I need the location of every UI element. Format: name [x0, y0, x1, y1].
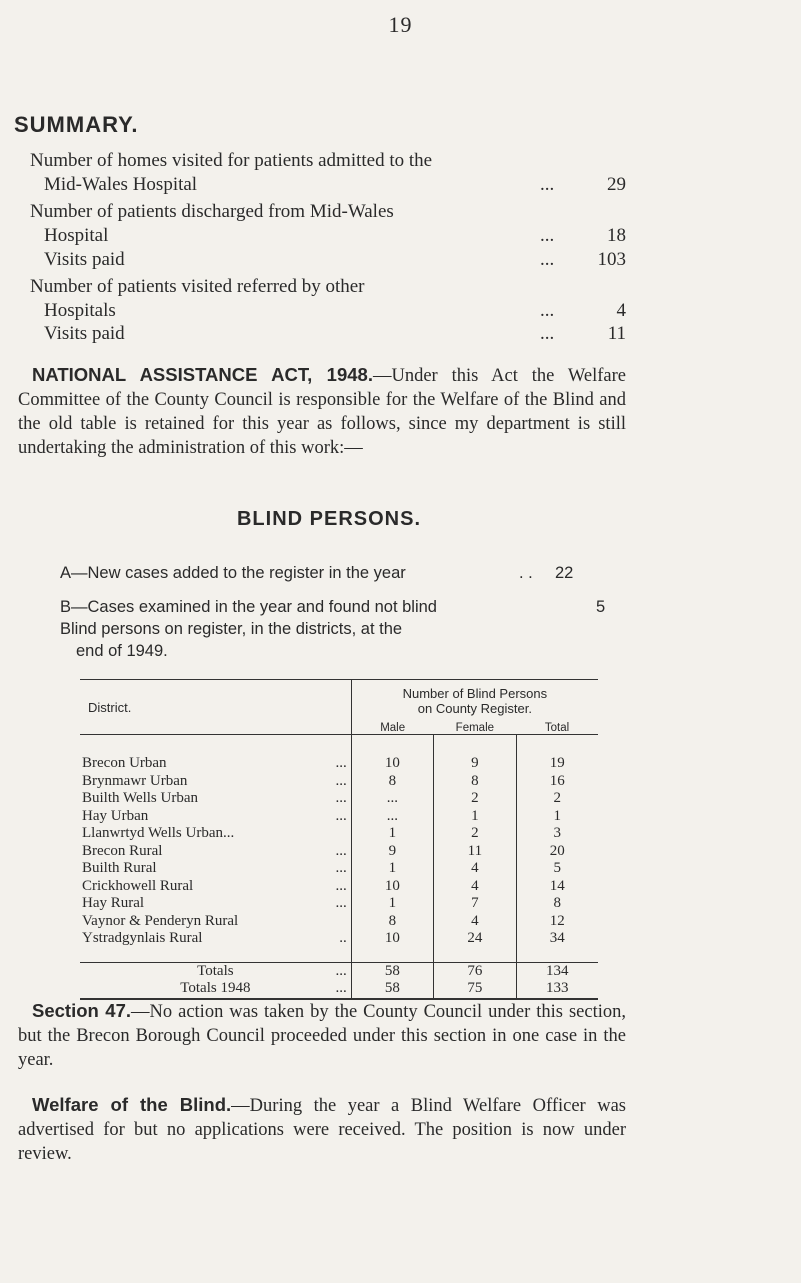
- blind-persons-table: [80, 679, 598, 1000]
- totals-label: Totals 1948: [180, 980, 251, 997]
- male-cell: 10: [351, 930, 433, 948]
- district-name: Ystradgynlais Rural: [82, 930, 203, 947]
- grand-total-cell: 134: [516, 962, 598, 980]
- table-row: [80, 913, 598, 931]
- leader-dots: ...: [335, 772, 347, 789]
- total-cell: 12: [516, 913, 598, 931]
- leader-dots: ...: [335, 980, 347, 997]
- leader-dots: ...: [335, 860, 347, 877]
- female-cell: 7: [434, 895, 517, 913]
- total-cell: 19: [516, 755, 598, 773]
- line-b-label: B—Cases examined in the year and found not blind: [60, 598, 437, 616]
- leader-dots: ...: [540, 249, 555, 270]
- district-cell: [80, 825, 351, 843]
- table-row: [80, 843, 598, 861]
- female-cell: 4: [434, 878, 517, 896]
- total-cell: 2: [516, 790, 598, 808]
- male-header: Male: [351, 716, 433, 735]
- district-cell: [80, 755, 351, 773]
- district-cell: [80, 843, 351, 861]
- district-name: Vaynor & Penderyn Rural: [82, 912, 239, 929]
- section47-heading: Section 47.: [32, 1000, 132, 1021]
- summary-item: [30, 248, 626, 272]
- line-b-value: 5: [596, 598, 606, 616]
- summary-item-label: Visits paid: [44, 249, 125, 270]
- table-row: [80, 790, 598, 808]
- leader-dots: ...: [540, 225, 555, 246]
- line-c-label: Blind persons on register, in the districts, at the: [60, 620, 403, 638]
- male-cell: 9: [351, 843, 433, 861]
- grand-total-cell: 133: [516, 980, 598, 999]
- district-cell: [80, 773, 351, 791]
- total-cell: 8: [516, 895, 598, 913]
- female-cell: 1: [434, 808, 517, 826]
- totals-label-cell: [80, 980, 351, 999]
- summary-item-label: Hospitals: [44, 300, 116, 321]
- section47-text: —No action was taken by the County Council under this section, but the Brecon Borough Council proceeded under this section in one case in the year.: [18, 1002, 626, 1070]
- male-total-cell: 58: [351, 962, 433, 980]
- totals-label: Totals: [197, 962, 234, 979]
- summary-item-label: Number of patients discharged from Mid-Wales: [30, 201, 394, 222]
- female-cell: 4: [434, 913, 517, 931]
- district-name: Crickhowell Rural: [82, 877, 194, 894]
- total-cell: 34: [516, 930, 598, 948]
- summary-title: SUMMARY.: [14, 112, 139, 137]
- male-cell: ...: [351, 790, 433, 808]
- female-cell: 24: [434, 930, 517, 948]
- section47-paragraph: [18, 999, 626, 1072]
- female-cell: 2: [434, 790, 517, 808]
- female-total-cell: 75: [434, 980, 517, 999]
- totals-row: [80, 962, 598, 980]
- male-total-cell: 58: [351, 980, 433, 999]
- total-cell: 14: [516, 878, 598, 896]
- male-cell: 10: [351, 878, 433, 896]
- leader-dots: ...: [335, 877, 347, 894]
- page-number: 19: [388, 12, 413, 37]
- male-cell: 8: [351, 913, 433, 931]
- table-row: [80, 773, 598, 791]
- leader-dots: ...: [540, 174, 555, 195]
- summary-item-value: 103: [597, 249, 626, 270]
- group-header-line: on County Register.: [417, 701, 532, 716]
- female-header: Female: [455, 722, 495, 734]
- blind-persons-title: BLIND PERSONS.: [236, 508, 422, 530]
- female-total-cell: 76: [434, 962, 517, 980]
- district-name: Brynmawr Urban: [82, 772, 188, 789]
- district-cell: [80, 930, 351, 948]
- totals-label-cell: [80, 962, 351, 980]
- male-cell: 8: [351, 773, 433, 791]
- female-cell: 2: [434, 825, 517, 843]
- summary-item: [30, 275, 626, 323]
- summary-item: [30, 149, 626, 197]
- summary-item-label: Number of homes visited for patients admitted to the: [30, 150, 433, 171]
- summary-item: [30, 322, 626, 346]
- summary-item-value: 11: [607, 323, 626, 344]
- totals-row: [80, 980, 598, 999]
- table-row: [80, 895, 598, 913]
- district-name: Builth Rural: [82, 860, 157, 877]
- leader-dots: ..: [339, 930, 347, 947]
- female-cell: 9: [434, 755, 517, 773]
- summary-item-label: Hospital: [44, 225, 109, 246]
- leader-dots: ...: [335, 895, 347, 912]
- table-row: [80, 808, 598, 826]
- table-row: [80, 930, 598, 948]
- summary-item-value: 4: [616, 300, 626, 321]
- district-cell: [80, 895, 351, 913]
- district-cell: [80, 790, 351, 808]
- male-cell: 1: [351, 895, 433, 913]
- summary-item-value: 29: [607, 174, 626, 195]
- group-header-line: Number of Blind Persons: [402, 686, 548, 701]
- line-a-label: A—New cases added to the register in the year: [60, 564, 406, 582]
- total-cell: 3: [516, 825, 598, 843]
- district-cell: [80, 913, 351, 931]
- district-name: Builth Wells Urban: [82, 790, 199, 807]
- group-header: [351, 680, 598, 717]
- summary-item-label: Visits paid: [44, 323, 125, 344]
- district-name: Hay Rural: [82, 895, 145, 912]
- table-row: [80, 825, 598, 843]
- summary-item-label: Number of patients visited referred by other: [30, 276, 365, 297]
- table-row: [80, 860, 598, 878]
- female-cell: 11: [434, 843, 517, 861]
- welfare-paragraph: [18, 1093, 626, 1166]
- district-name: Brecon Urban: [82, 755, 167, 772]
- district-name: Llanwrtyd Wells Urban...: [82, 825, 235, 842]
- male-cell: 1: [351, 825, 433, 843]
- male-cell: 1: [351, 860, 433, 878]
- district-cell: [80, 878, 351, 896]
- district-cell: [80, 860, 351, 878]
- leader-dots: ...: [540, 300, 555, 321]
- total-cell: 16: [516, 773, 598, 791]
- summary-item-label: Mid-Wales Hospital: [44, 174, 198, 195]
- leader-dots: . .: [519, 564, 533, 582]
- female-cell: 8: [434, 773, 517, 791]
- summary-item-value: 18: [607, 225, 626, 246]
- district-header: District.: [88, 699, 132, 715]
- total-cell: 5: [516, 860, 598, 878]
- female-cell: 4: [434, 860, 517, 878]
- total-cell: 20: [516, 843, 598, 861]
- leader-dots: ...: [335, 755, 347, 772]
- national-assistance-heading: NATIONAL ASSISTANCE ACT, 1948.: [32, 364, 373, 385]
- total-header: Total: [544, 722, 570, 734]
- total-cell: 1: [516, 808, 598, 826]
- table-row: [80, 878, 598, 896]
- summary-item: [30, 200, 626, 248]
- welfare-text: —During the year a Blind Welfare Officer was advertised for but no applications were received. The position is now under review.: [18, 1096, 626, 1164]
- male-cell: ...: [351, 808, 433, 826]
- leader-dots: ...: [540, 323, 555, 344]
- district-name: Brecon Rural: [82, 842, 163, 859]
- district-name: Hay Urban: [82, 807, 149, 824]
- leader-dots: ...: [335, 842, 347, 859]
- leader-dots: ...: [335, 807, 347, 824]
- line-a-value: 22: [555, 564, 574, 582]
- welfare-heading: Welfare of the Blind.: [32, 1094, 232, 1115]
- district-cell: [80, 808, 351, 826]
- line-c-label: end of 1949.: [76, 642, 168, 660]
- national-assistance-paragraph: [18, 363, 626, 460]
- table-row: [80, 755, 598, 773]
- national-assistance-text: —Under this Act the Welfare Committee of the County Council is responsible for the Welfare of the Blind and the old table is retained for this year as follows, since my department is still undertaking the administration of this work:—: [18, 366, 626, 458]
- leader-dots: ...: [335, 962, 347, 979]
- male-cell: 10: [351, 755, 433, 773]
- leader-dots: ...: [335, 790, 347, 807]
